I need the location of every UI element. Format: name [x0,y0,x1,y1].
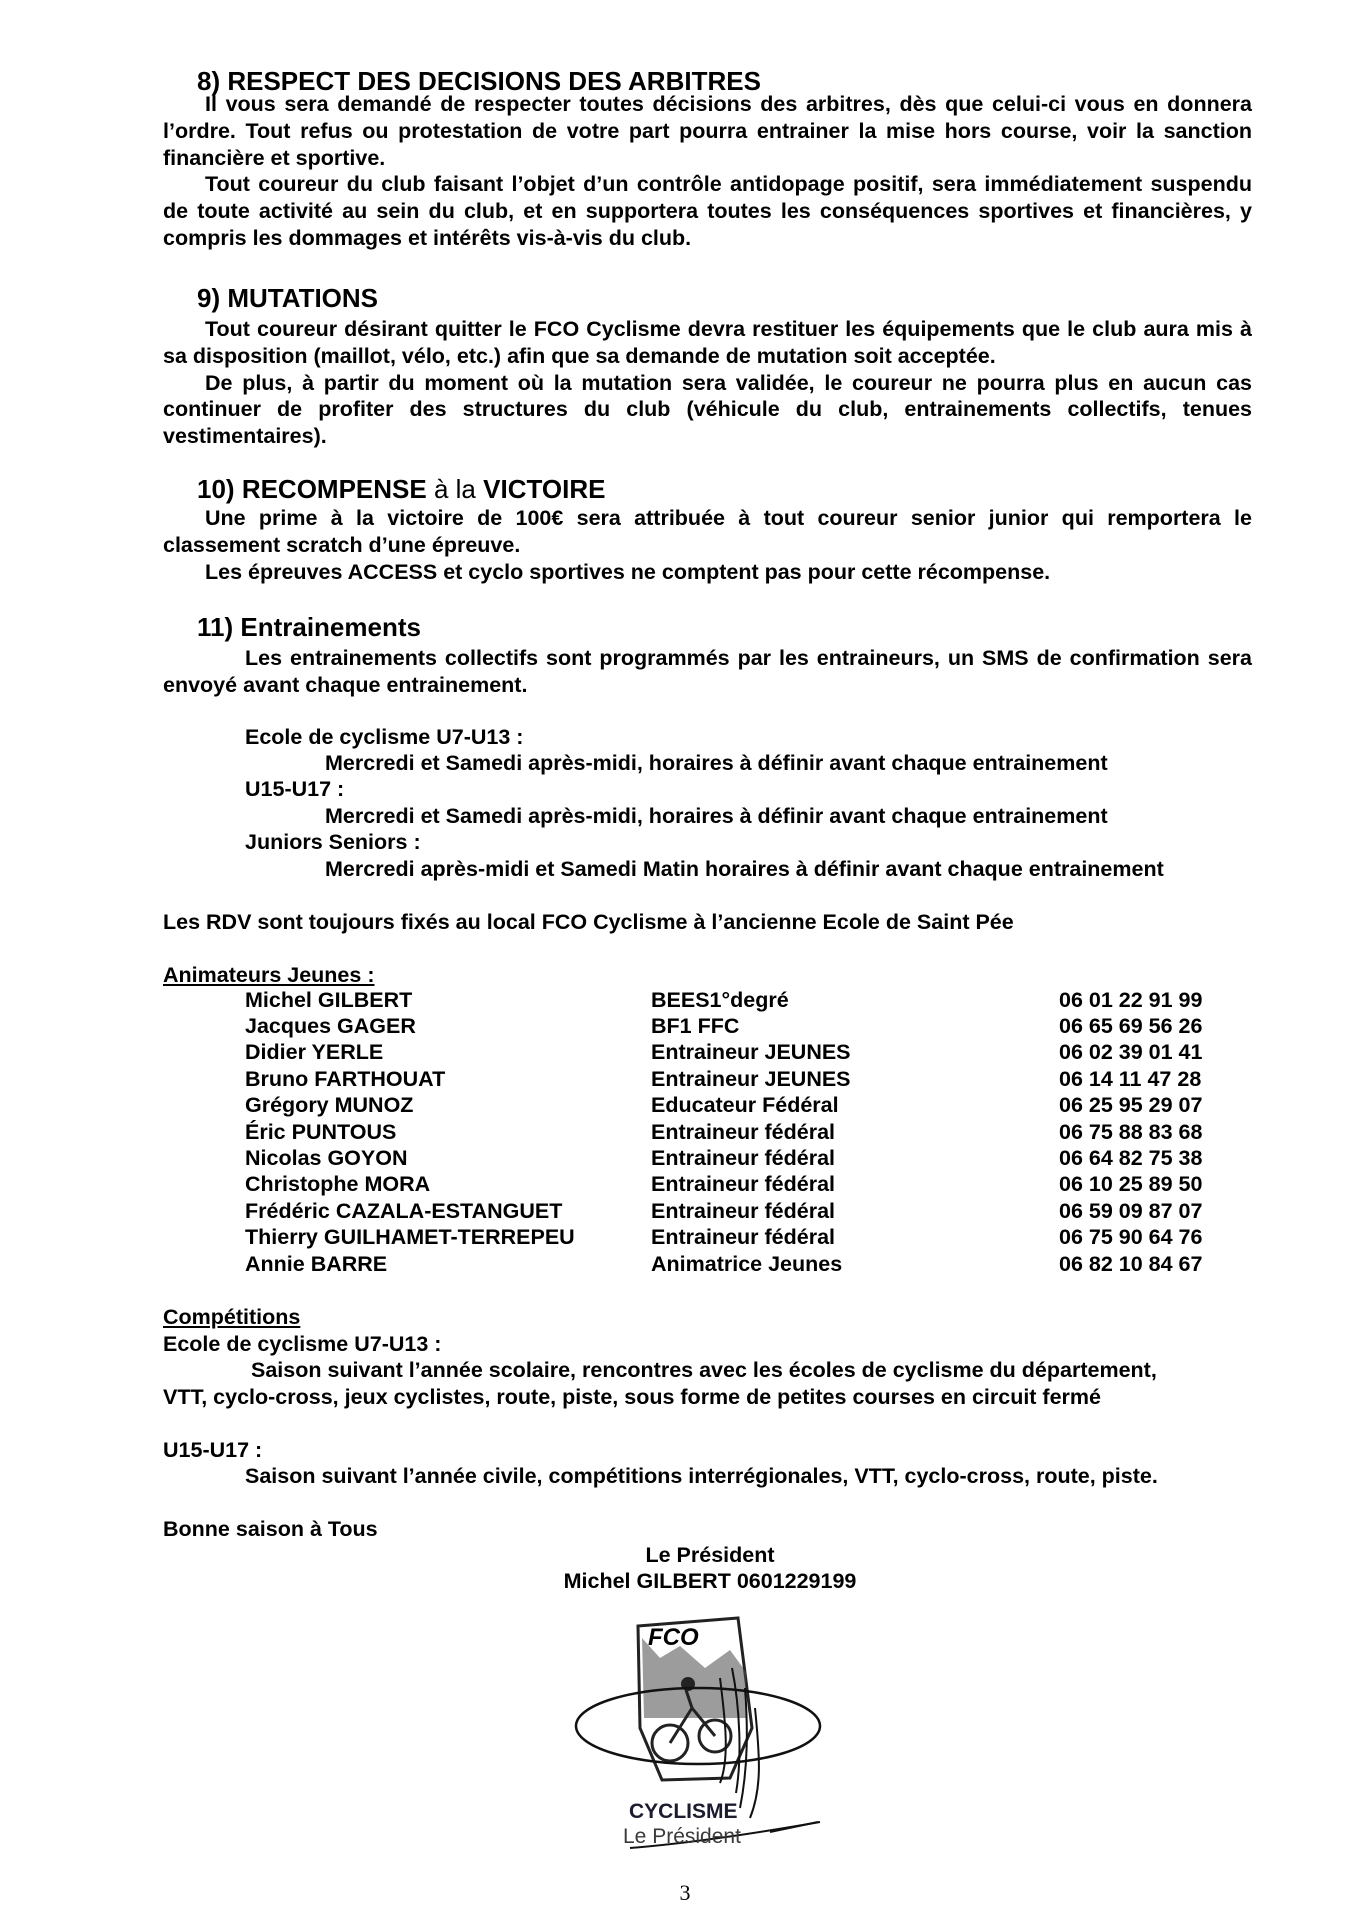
competitions-group-1-label: Ecole de cyclisme U7-U13 : [163,1332,442,1356]
animateur-phone: 06 14 11 47 28 [1059,1067,1202,1091]
competitions-group-1-line-1: Saison suivant l’année scolaire, rencontres avec les écoles de cyclisme du département, [251,1358,1157,1382]
animateur-phone: 06 64 82 75 38 [1059,1146,1203,1170]
animateur-phone: 06 75 88 83 68 [1059,1120,1203,1144]
table-row [0,988,1366,1014]
animateur-role: Animatrice Jeunes [651,1252,843,1276]
section-8-body [163,91,1252,252]
table-row [0,1120,1366,1146]
section-11-paragraph-1: Les entrainements collectifs sont programmés par les entraineurs, un SMS de confirmation sera envoyé avant chaque entrainement. [163,646,1252,697]
competitions-heading: Compétitions [163,1305,301,1329]
section-10-body [163,505,1252,585]
animateur-role: Entraineur fédéral [651,1146,835,1170]
animateur-role: Educateur Fédéral [651,1093,839,1117]
club-stamp [570,1608,840,1868]
section-8-paragraph-2: Tout coureur du club faisant l’objet d’un contrôle antidopage positif, sera immédiatement suspendu de toute activité au sein du club, et en supportera toutes les conséquences sportives et financières, y compris les dommages et intérêts vis-à-vis du club. [163,172,1252,250]
schedule-detail-3: Mercredi après-midi et Samedi Matin horaires à définir avant chaque entrainement [325,857,1164,881]
animateur-phone: 06 10 25 89 50 [1059,1172,1203,1196]
stamp-club-name: CYCLISME [629,1800,738,1823]
section-10-title-c: VICTOIRE [483,474,606,504]
animateur-role: Entraineur fédéral [651,1225,835,1249]
animateur-name: Éric PUNTOUS [245,1120,397,1144]
animateur-phone: 06 75 90 64 76 [1059,1225,1203,1249]
section-9-body [163,316,1252,450]
table-row [0,1199,1366,1225]
table-row [0,1040,1366,1066]
page-number: 3 [679,1880,691,1905]
table-row [0,1225,1366,1251]
animateur-role: Entraineur fédéral [651,1199,835,1223]
animateur-phone: 06 65 69 56 26 [1059,1014,1203,1038]
section-10-number: 10) [197,474,235,504]
closing-greeting: Bonne saison à Tous [163,1517,378,1541]
animateur-name: Frédéric CAZALA-ESTANGUET [245,1199,563,1223]
animateur-phone: 06 02 39 01 41 [1059,1040,1203,1064]
schedule-group-1: Ecole de cyclisme U7-U13 : [245,725,524,749]
table-row [0,1067,1366,1093]
schedule-detail-1: Mercredi et Samedi après-midi, horaires à définir avant chaque entrainement [325,751,1108,775]
stamp-logo-text: FCO [648,1624,699,1651]
animateur-name: Thierry GUILHAMET-TERREPEU [245,1225,575,1249]
animateur-name: Christophe MORA [245,1172,431,1196]
animateur-role: BF1 FFC [651,1014,740,1038]
section-10-paragraph-2: Les épreuves ACCESS et cyclo sportives ne comptent pas pour cette récompense. [205,559,1051,584]
animateur-role: Entraineur JEUNES [651,1067,851,1091]
animateur-name: Jacques GAGER [245,1014,416,1038]
schedule-group-3: Juniors Seniors : [245,830,421,854]
table-row [0,1014,1366,1040]
animateur-role: Entraineur fédéral [651,1120,835,1144]
animateurs-heading: Animateurs Jeunes : [163,963,375,987]
section-11-body [163,645,1252,699]
animateur-name: Bruno FARTHOUAT [245,1067,446,1091]
section-10-title [197,474,605,504]
competitions-group-2-label: U15-U17 : [163,1438,263,1462]
schedule-group-2: U15-U17 : [245,777,345,801]
president-title: Le Président [645,1543,775,1567]
competitions-group-1-line-2: VTT, cyclo-cross, jeux cyclistes, route, piste, sous forme de petites courses en circuit fermé [163,1385,1101,1409]
animateur-name: Didier YERLE [245,1040,384,1064]
schedule-detail-2: Mercredi et Samedi après-midi, horaires à définir avant chaque entrainement [325,804,1108,828]
table-row [0,1252,1366,1278]
table-row [0,1146,1366,1172]
section-10-title-b: à la [433,474,476,504]
table-row [0,1093,1366,1119]
president-name: Michel GILBERT 0601229199 [563,1569,857,1593]
animateur-name: Grégory MUNOZ [245,1093,414,1117]
section-11-title: 11) Entrainements [197,612,421,642]
section-9-paragraph-2: De plus, à partir du moment où la mutation sera validée, le coureur ne pourra plus en aucun cas continuer de profiter des structures du club (véhicule du club, entrainements collectifs, tenues vestimentaires). [163,370,1252,449]
competitions-group-2-line-1: Saison suivant l’année civile, compétitions interrégionales, VTT, cyclo-cross, route, piste. [245,1464,1158,1488]
rdv-note: Les RDV sont toujours fixés au local FCO Cyclisme à l’ancienne Ecole de Saint Pée [163,910,1014,934]
section-10-title-a: RECOMPENSE [241,474,427,504]
animateur-phone: 06 01 22 91 99 [1059,988,1203,1012]
section-9-paragraph-1: Tout coureur désirant quitter le FCO Cyclisme devra restituer les équipements que le club aura mis à sa disposition (maillot, vélo, etc.) afin que sa demande de mutation soit acceptée. [163,317,1252,368]
animateur-name: Annie BARRE [245,1252,388,1276]
table-row [0,1172,1366,1198]
section-8-paragraph-1: Il vous sera demandé de respecter toutes décisions des arbitres, dès que celui-ci vous en donnera l’ordre. Tout refus ou protestation de votre part pourra entrainer la mise hors course, voir la sanction financière et sportive. [163,92,1252,170]
animateur-phone: 06 25 95 29 07 [1059,1093,1203,1117]
animateur-phone: 06 59 09 87 07 [1059,1199,1203,1223]
section-10-paragraph-1: Une prime à la victoire de 100€ sera attribuée à tout coureur senior junior qui remportera le classement scratch d’une épreuve. [163,506,1252,557]
animateur-phone: 06 82 10 84 67 [1059,1252,1203,1276]
section-9-title: 9) MUTATIONS [197,283,379,313]
animateur-name: Michel GILBERT [245,988,413,1012]
animateur-name: Nicolas GOYON [245,1146,408,1170]
section-8-title: 8) RESPECT DES DECISIONS DES ARBITRES [197,66,761,96]
animateur-role: Entraineur fédéral [651,1172,835,1196]
stamp-caption: Le Président [623,1825,741,1848]
animateur-role: Entraineur JEUNES [651,1040,851,1064]
animateur-role: BEES1°degré [651,988,789,1012]
